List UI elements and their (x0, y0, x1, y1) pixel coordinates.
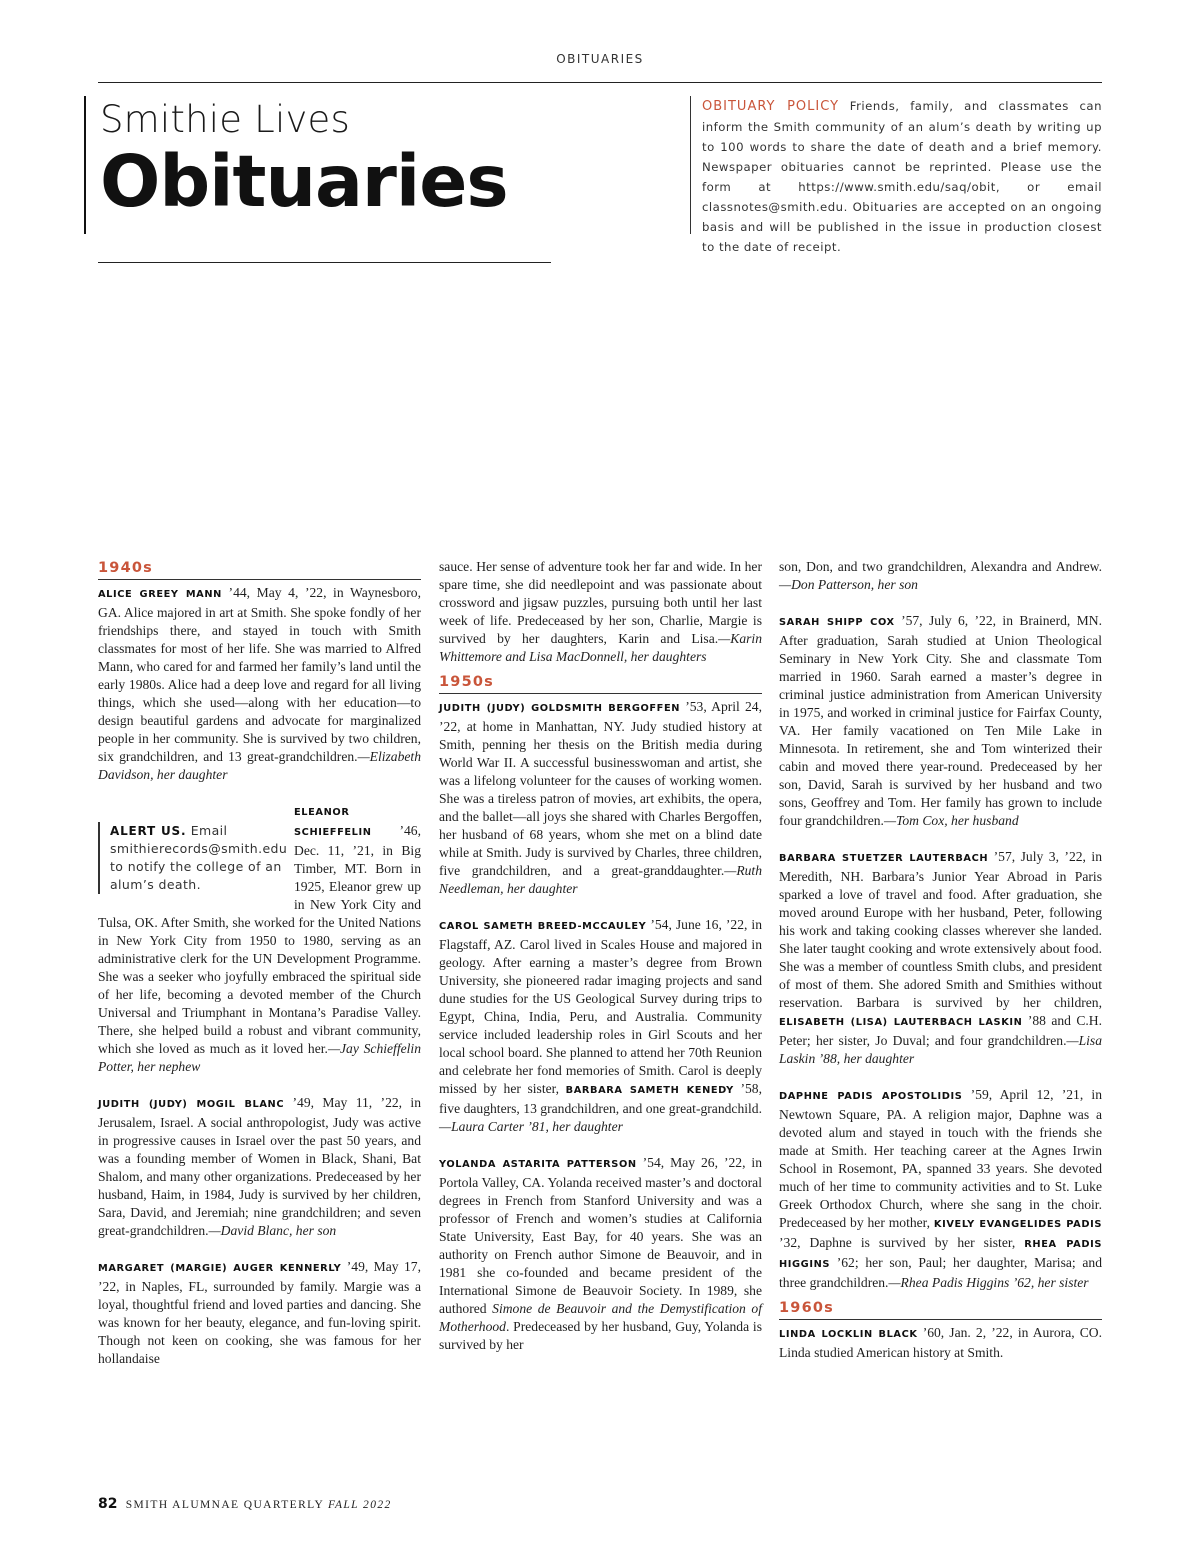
alert-text: Email smithierecords@smith.edu to notify the college of an alum’s death. (110, 823, 288, 892)
obituary-name: ELEANOR SCHIEFFELIN (294, 807, 372, 838)
header-rule (98, 82, 1102, 83)
obituary-text: ’53, April 24, ’22, at home in Manhattan, NY. Judy studied history at Smith, penning her thesis on the British media during World War II. A successful businesswoman and artist, she was a lifelong volunteer for the causes of working women. She was a tireless patron of movies, art exhibits, the opera, and the ballet—all joys she shared with Charles Bergoffen, her husband of 68 years, whom she met on a blind date while at Smith. Judy is survived by Charles, three children, five grandchildren, and a great-granddaughter. (439, 699, 762, 878)
book-title: Simone de Beauvoir and the Demystification of Motherhood (439, 1301, 762, 1334)
obituary-text: ’58, five daughters, 13 grandchildren, and one great-grandchild. (439, 1081, 762, 1116)
obituary-entry (439, 916, 762, 1136)
obituary-signature: —Elizabeth Davidson, her daughter (98, 749, 421, 782)
obituary-signature: —Don Patterson, her son (779, 577, 918, 592)
obituary-entry (98, 584, 421, 784)
publication-name: SMITH ALUMNAE QUARTERLY (125, 1499, 324, 1511)
obituary-text: . Predeceased by her husband, Guy, Yolanda is survived by her (439, 1319, 762, 1352)
obituary-name: YOLANDA ASTARITA PATTERSON (439, 1159, 637, 1170)
obituary-text: sauce. Her sense of adventure took her far and wide. In her spare time, she did needlepoint and was passionate about crossword and jigsaw puzzles, pursuing both until her last week of life. Predeceased by her son, Charlie, Margie is survived by her daughters, Karin and Lisa. (439, 559, 762, 646)
decade-heading-1940s: 1940s (98, 558, 421, 580)
obituary-name: ALICE GREEY MANN (98, 589, 222, 600)
obituary-text: ’44, May 4, ’22, in Waynesboro, GA. Alice majored in art at Smith. She spoke fondly of her friendships there, and stayed in touch with Smith classmates for most of her life. She was married to Alfred Mann, who cared for and farmed her family’s land until the early 1980s. Alice had a deep love and regard for all living things, which she used—along with her education—to design beautiful gardens and advocate for marginalized people in her community. She is survived by two children, six grandchildren, and 13 great-grandchildren. (98, 585, 421, 764)
obituary-text: ’62; her son, Paul; her daughter, Marisa; and three grandchildren. (779, 1255, 1102, 1290)
obituary-signature: —Lisa Laskin ’88, her daughter (779, 1033, 1102, 1066)
obituary-signature: —Ruth Needleman, her daughter (439, 863, 762, 896)
obituary-text: ’88 and C.H. Peter; her sister, Jo Duval; and four grandchildren. (779, 1013, 1102, 1048)
issue-name: FALL 2022 (328, 1499, 392, 1511)
obituary-text: ’49, May 17, ’22, in Naples, FL, surrounded by family. Margie was a loyal, thoughtful friend and loved parties and dancing. She was known for her beauty, elegance, and fun-loving spirit. Though not keen on cooking, she was famous for her hollandaise (98, 1259, 421, 1366)
obituary-entry (439, 698, 762, 898)
obituary-text: ’59, April 12, ’21, in Newtown Square, PA. A religion major, Daphne was a devoted alum and stayed in touch with the friends she made at Smith. Her teaching career at the Agnes Irwin School in Rosemont, PA, spanned 33 years. She devoted much of her time to community activities and to St. Luke Greek Orthodox Church, where she sang in the choir. Predeceased by her mother, (779, 1087, 1102, 1230)
page-title: Obituaries (100, 140, 508, 223)
alert-label: ALERT US. (110, 824, 187, 838)
obituary-name: SARAH SHIPP COX (779, 617, 895, 628)
obituary-entry (779, 1086, 1102, 1292)
decade-heading-1960s: 1960s (779, 1298, 1102, 1320)
obituary-signature: —Jay Schieffelin Potter, her nephew (98, 1041, 421, 1074)
obituary-signature: —Rhea Padis Higgins ’62, her sister (888, 1275, 1089, 1290)
obituary-text: ’54, May 26, ’22, in Portola Valley, CA. Yolanda received master’s and doctoral degrees in French from Stanford University and was a professor of French and women’s studies at California State University, East Bay, for 40 years. She was an authority on French author Simone de Beauvoir, and in 1981 she co-founded and became president of the International Simone de Beauvoir Society. In 1989, she authored (439, 1155, 762, 1316)
obituary-entry-continued (779, 558, 1102, 594)
obituary-name: ELISABETH (LISA) LAUTERBACH LASKIN (779, 1017, 1023, 1028)
running-head: OBITUARIES (556, 52, 644, 66)
obituary-name: RHEA PADIS HIGGINS (779, 1239, 1102, 1270)
alert-box (98, 822, 288, 894)
title-rule (98, 262, 551, 263)
obituary-name: CAROL SAMETH BREED-MCCAULEY (439, 921, 647, 932)
obituary-text: son, Don, and two grandchildren, Alexandra and Andrew. (779, 559, 1102, 574)
obituary-signature: —Tom Cox, her husband (883, 813, 1019, 828)
obituary-text: ’60, Jan. 2, ’22, in Aurora, CO. Linda studied American history at Smith. (779, 1325, 1103, 1360)
obituary-name: DAPHNE PADIS APOSTOLIDIS (779, 1091, 963, 1102)
obituary-name: JUDITH (JUDY) MOGIL BLANC (98, 1099, 285, 1110)
page-number: 82 (98, 1496, 118, 1512)
column-1 (98, 558, 421, 1386)
obituary-text: ’46, Dec. 11, ’21, in Big Timber, MT. Born in 1925, Eleanor grew up in New York City and Tulsa, OK. After Smith, she worked for the United Nations in New York City from 1950 to 1980, serving as an administrative clerk for the UN Development Programme. She was a seeker who joyfully embraced the spiritual side of her life, becoming a devoted member of the Church Universal and Triumphant in Montana’s Paradise Valley. There, she helped build a robust and vibrant community, which she loved as much as it loved her. (98, 823, 421, 1056)
obituary-entry (98, 802, 421, 1076)
obituary-entry (779, 848, 1102, 1068)
obituary-name: KIVELY EVANGELIDES PADIS (933, 1219, 1102, 1230)
obituary-entry-continued (439, 558, 762, 666)
obituary-name: BARBARA SAMETH KENEDY (565, 1085, 734, 1096)
obituary-signature: —Karin Whittemore and Lisa MacDonnell, her daughters (439, 631, 762, 664)
section-kicker: Smithie Lives (100, 98, 351, 141)
obituary-entry (779, 612, 1102, 830)
decade-heading-1950s: 1950s (439, 672, 762, 694)
column-3 (779, 558, 1102, 1380)
policy-text: Friends, family, and classmates can inform the Smith community of an alum’s death by writing up to 100 words to share the date of death and a brief memory. Newspaper obituaries cannot be reprinted. Please use the form at https://www.smith.edu/saq/obit, or email classnotes@smith.edu. Obituaries are accepted on an ongoing basis and will be published in the issue in production closest to the date of receipt. (702, 99, 1102, 254)
obituary-entry (439, 1154, 762, 1354)
title-block (84, 96, 508, 234)
policy-label: OBITUARY POLICY (702, 99, 840, 114)
obituary-name: JUDITH (JUDY) GOLDSMITH BERGOFFEN (439, 703, 681, 714)
obituary-text: ’57, July 3, ’22, in Meredith, NH. Barbara’s Junior Year Abroad in Paris sparked a love of travel and food. After graduation, she moved around Europe with her husband, Peter, following his work and taking cooking classes wherever she landed. She later taught cooking and wrote extensively about food. She was a member of countless Smith clubs, and president of most of them. She adored Smith and Smithies without reservation. Barbara is survived by her children, (779, 849, 1102, 1010)
obituary-text: ’49, May 11, ’22, in Jerusalem, Israel. A social anthropologist, Judy was active in progressive causes in Israel over the past 50 years, and was a founding member of Women in Black, Shani, Bat Shalom, and many other organizations. Predeceased by her husband, Haim, in 1984, Judy is survived by her children, Sara, David, and Jeremiah; nine grandchildren; and seven great-grandchildren. (98, 1095, 421, 1238)
obituary-name: BARBARA STUETZER LAUTERBACH (779, 853, 989, 864)
obituary-entry (98, 1094, 421, 1240)
obituary-text: ’54, June 16, ’22, in Flagstaff, AZ. Carol lived in Scales House and majored in geology. After earning a master’s degree from Brown University, she pioneered radar imaging projects and sand dune studies for the US Geological Survey during trips to Egypt, China, India, Peru, and Australia. Community service included leadership roles in Girl Scouts and her local school board. She planned to attend her 70th Reunion and celebrate her fond memories of Smith. Carol is deeply missed by her sister, (439, 917, 762, 1096)
page-footer (98, 1496, 392, 1512)
obituary-name: MARGARET (MARGIE) AUGER KENNERLY (98, 1263, 342, 1274)
obituary-text: ’57, July 6, ’22, in Brainerd, MN. After graduation, Sarah studied at Union Theological Seminary in New York City. She and classmate Tom married in 1960. Sarah earned a master’s degree in criminal justice administration from American University in 1975, and worked in criminal justice for Fairfax County, VA. Her family vacationed on Ten Mile Lake in Minnesota. In retirement, she and Tom winterized their cabin and moved there year-round. Predeceased by her son, David, Sarah is survived by her husband and two sons, Geoffrey and Tom. Her family has grown to include four grandchildren. (779, 613, 1102, 828)
column-2 (439, 558, 762, 1372)
obituary-entry (98, 1258, 421, 1368)
obituary-entry (779, 1324, 1102, 1362)
obituary-signature: —David Blanc, her son (208, 1223, 337, 1238)
obituary-signature: —Laura Carter ’81, her daughter (439, 1119, 623, 1134)
obituary-policy (690, 96, 1102, 254)
obituary-text: ’32, Daphne is survived by her sister, (779, 1235, 1016, 1250)
obituary-name: LINDA LOCKLIN BLACK (779, 1329, 918, 1340)
